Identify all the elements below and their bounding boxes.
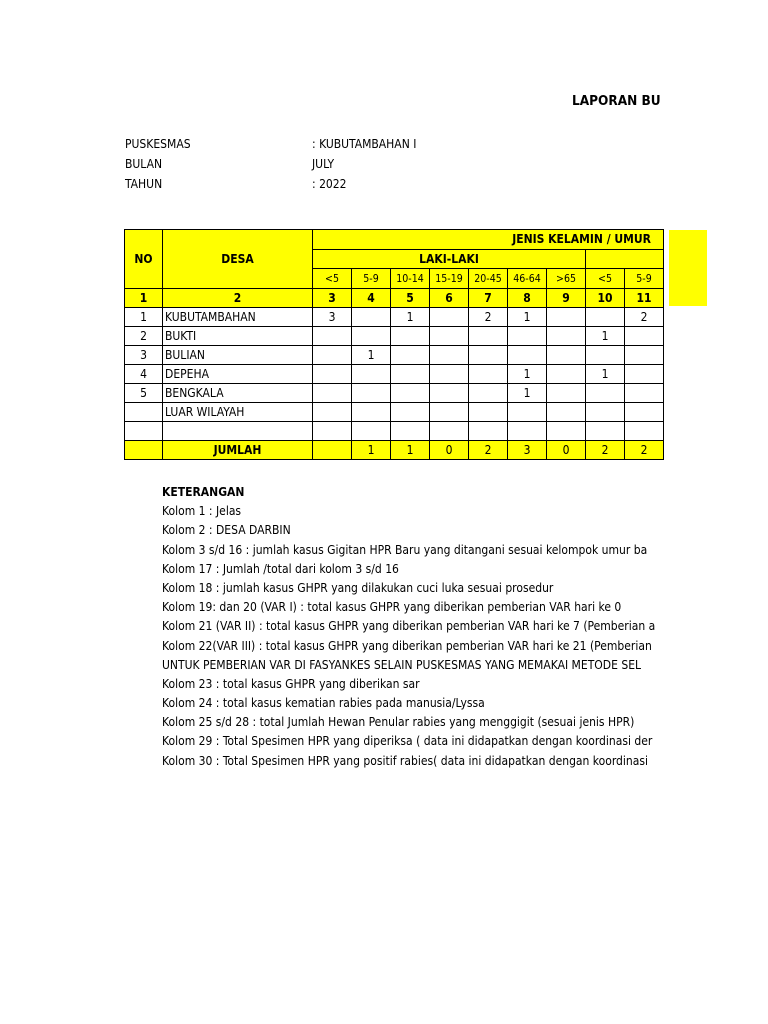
row-value [313,403,352,422]
notes-line: UNTUK PEMBERIAN VAR DI FASYANKES SELAIN PUSKESMAS YANG MEMAKAI METODE SEL [162,657,642,672]
notes-line: Kolom 18 : jumlah kasus GHPR yang dilakukan cuci luka sesuai prosedur [162,580,554,595]
row-value [430,327,469,346]
row-value [430,422,469,441]
table-row [125,327,664,346]
report-meta [125,134,417,194]
total-value: 2 [469,441,508,460]
total-label: JUMLAH [163,441,313,460]
table-row [125,308,664,327]
total-value [313,441,352,460]
header-age: <5 [586,269,625,289]
case-table [124,229,664,460]
colnum: 9 [547,289,586,308]
row-no: 1 [125,308,163,327]
notes-line: Kolom 30 : Total Spesimen HPR yang positif rabies( data ini didapatkan dengan koordinasi [162,753,648,768]
row-value [352,308,391,327]
header-fill-overflow [669,230,707,306]
header-age: <5 [313,269,352,289]
row-value [352,365,391,384]
notes-line: Kolom 17 : Jumlah /total dari kolom 3 s/d 16 [162,561,399,576]
row-value [586,346,625,365]
row-value: 1 [508,384,547,403]
row-value [313,384,352,403]
row-value: 2 [469,308,508,327]
row-value [391,365,430,384]
total-value: 1 [391,441,430,460]
meta-label: PUSKESMAS [125,137,191,151]
total-value: 0 [547,441,586,460]
notes-line: Kolom 25 s/d 28 : total Jumlah Hewan Penular rabies yang menggigit (sesuai jenis HPR) [162,715,635,730]
row-value [586,403,625,422]
header-age: 5-9 [625,269,664,289]
row-value [625,422,664,441]
row-desa: LUAR WILAYAH [163,403,313,422]
row-value [508,422,547,441]
colnum: 1 [125,289,163,308]
row-value: 1 [352,346,391,365]
row-desa: BUKTI [163,327,313,346]
notes-line: Kolom 1 : Jelas [162,504,242,519]
header-laki-laki: LAKI-LAKI [313,249,586,269]
row-value [508,346,547,365]
row-value [547,403,586,422]
row-value [625,327,664,346]
row-value: 3 [313,308,352,327]
row-value [469,422,508,441]
row-value [430,346,469,365]
table-row [125,422,664,441]
total-value: 3 [508,441,547,460]
row-value [352,422,391,441]
total-no [125,441,163,460]
colnum: 6 [430,289,469,308]
colnum: 11 [625,289,664,308]
row-value [586,384,625,403]
row-value: 1 [508,308,547,327]
row-value: 1 [586,365,625,384]
total-value: 1 [352,441,391,460]
header-age: 15-19 [430,269,469,289]
meta-tahun [125,174,347,194]
row-value [391,422,430,441]
row-value [547,346,586,365]
row-no: 3 [125,346,163,365]
row-value [313,327,352,346]
row-value [430,308,469,327]
row-value [469,403,508,422]
notes-line: Kolom 21 (VAR II) : total kasus GHPR yang diberikan pemberian VAR hari ke 7 (Pemberian a [162,619,656,634]
table-row [125,403,664,422]
notes-line: Kolom 29 : Total Spesimen HPR yang diperiksa ( data ini didapatkan dengan koordinasi der [162,734,653,749]
row-value [313,365,352,384]
notes-line: Kolom 3 s/d 16 : jumlah kasus Gigitan HPR Baru yang ditangani sesuai kelompok umur ba [162,542,648,557]
row-value: 1 [586,327,625,346]
total-row [125,441,664,460]
row-no: 5 [125,384,163,403]
row-value [469,384,508,403]
notes-lines [162,502,655,771]
row-value [430,403,469,422]
row-value [391,327,430,346]
row-value [391,384,430,403]
notes-line: Kolom 19: dan 20 (VAR I) : total kasus GHPR yang diberikan pemberian VAR hari ke 0 [162,600,622,615]
total-value: 2 [586,441,625,460]
header-age: 20-45 [469,269,508,289]
header-desa: DESA [163,230,313,289]
row-desa: DEPEHA [163,365,313,384]
row-no: 2 [125,327,163,346]
meta-value: : 2022 [312,177,347,191]
colnum: 3 [313,289,352,308]
total-value: 0 [430,441,469,460]
notes-line: Kolom 22(VAR III) : total kasus GHPR yang diberikan pemberian VAR hari ke 21 (Pemberian [162,638,652,653]
row-value [547,384,586,403]
row-value [352,384,391,403]
meta-value: JULY [312,157,335,171]
colnum: 2 [163,289,313,308]
total-value: 2 [625,441,664,460]
row-value [586,422,625,441]
row-value [469,327,508,346]
notes-line: Kolom 24 : total kasus kematian rabies pada manusia/Lyssa [162,696,485,711]
row-value [547,327,586,346]
meta-label: BULAN [125,157,163,171]
meta-puskesmas [125,134,417,154]
row-desa [163,422,313,441]
table-row [125,384,664,403]
row-desa: BENGKALA [163,384,313,403]
header-age: 10-14 [391,269,430,289]
row-value: 1 [508,365,547,384]
colnum: 8 [508,289,547,308]
row-value [625,365,664,384]
row-value [352,403,391,422]
table-row [125,346,664,365]
row-value [508,403,547,422]
colnum: 7 [469,289,508,308]
meta-value: : KUBUTAMBAHAN I [312,137,417,151]
row-value [547,422,586,441]
header-row-colnums [125,289,664,308]
row-no: 4 [125,365,163,384]
row-value [469,365,508,384]
row-value [586,308,625,327]
row-no [125,403,163,422]
header-age: 5-9 [352,269,391,289]
header-no: NO [125,230,163,289]
row-value [547,365,586,384]
keterangan-notes [162,483,655,771]
header-jenis-kelamin-umur: JENIS KELAMIN / UMUR [313,230,664,250]
row-value [352,327,391,346]
colnum: 5 [391,289,430,308]
row-value [430,384,469,403]
header-age: >65 [547,269,586,289]
meta-label: TAHUN [125,177,163,191]
row-value [508,327,547,346]
table-row [125,365,664,384]
notes-heading: KETERANGAN [162,485,245,499]
colnum: 4 [352,289,391,308]
row-value [625,384,664,403]
header-age: 46-64 [508,269,547,289]
meta-bulan [125,154,335,174]
row-no [125,422,163,441]
row-value [391,403,430,422]
row-desa: BULIAN [163,346,313,365]
row-value [313,422,352,441]
report-title: LAPORAN BU [572,93,661,109]
row-value: 1 [391,308,430,327]
colnum: 10 [586,289,625,308]
row-value [469,346,508,365]
row-value [625,346,664,365]
row-value: 2 [625,308,664,327]
row-value [547,308,586,327]
row-value [313,346,352,365]
header-row-1 [125,230,664,250]
row-value [625,403,664,422]
notes-line: Kolom 2 : DESA DARBIN [162,523,291,538]
row-value [391,346,430,365]
header-perempuan [586,249,664,269]
row-desa: KUBUTAMBAHAN [163,308,313,327]
row-value [430,365,469,384]
notes-line: Kolom 23 : total kasus GHPR yang diberikan sar [162,676,420,691]
